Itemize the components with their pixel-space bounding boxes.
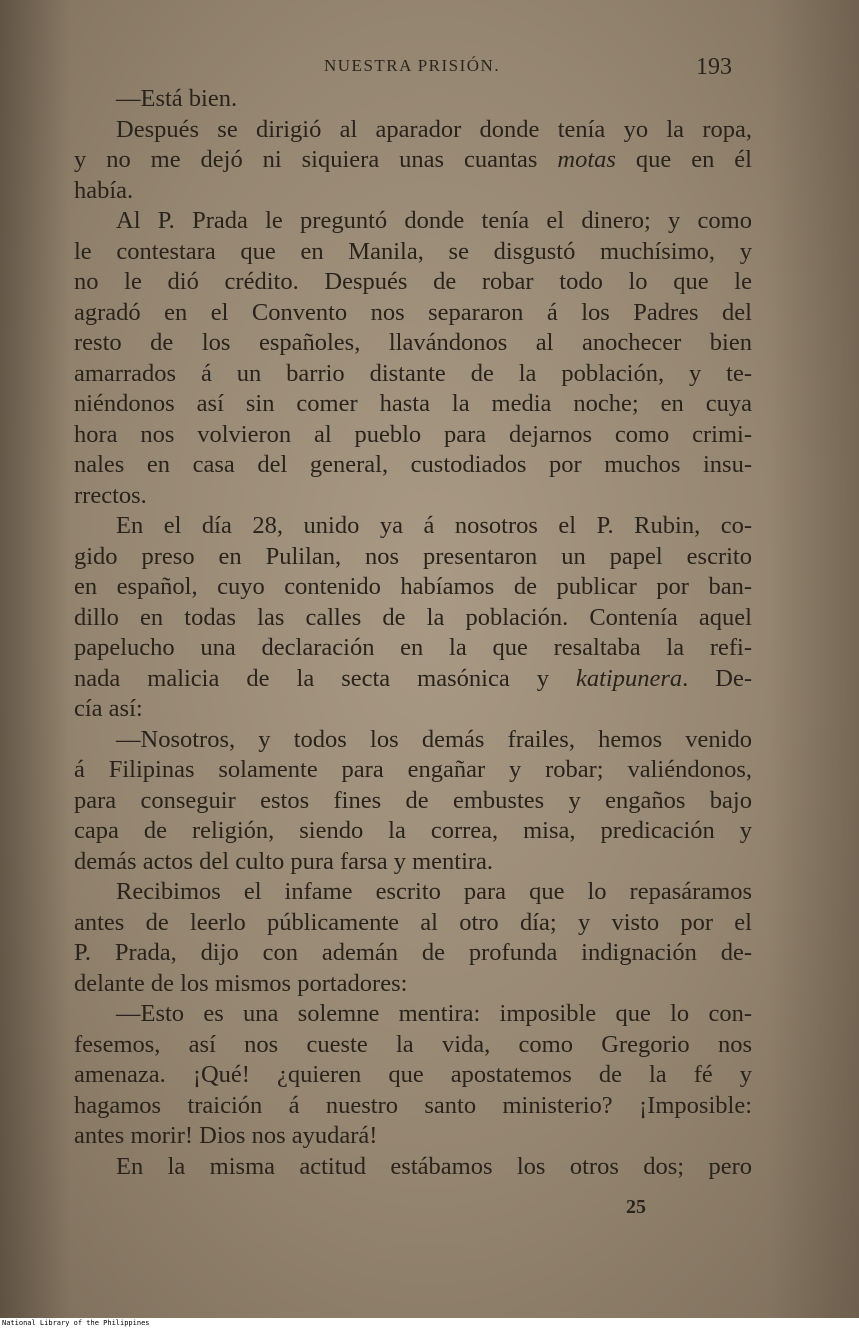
text-line (74, 633, 752, 664)
text-line-segment: P. Prada, dijo con ademán de profunda indignación de- (74, 939, 752, 966)
text-line-segment: en español, cuyo contenido habíamos de publicar por ban- (74, 573, 752, 600)
text-line-segment: —Esto es una solemne mentira: imposible que lo con- (116, 1000, 752, 1027)
text-line-segment: hora nos volvieron al pueblo para dejarnos como crimi- (74, 420, 752, 448)
text-line (74, 206, 752, 237)
text-line-segment: fesemos, así nos cueste la vida, como Gregorio nos (74, 1030, 752, 1058)
text-line (74, 664, 752, 695)
text-line (74, 176, 752, 207)
text-line-segment: amenaza. ¡Qué! ¿quieren que apostatemos de la fé y (74, 1061, 752, 1088)
text-line-segment: Recibimos el infame escrito para que lo repasáramos (116, 878, 752, 905)
text-line-segment: le contestara que en Manila, se disgustó muchísimo, y (74, 237, 752, 265)
text-line (74, 84, 752, 115)
text-line (74, 298, 752, 329)
text-line (74, 115, 752, 146)
text-line (74, 725, 752, 756)
text-line (74, 1060, 752, 1091)
body-text (74, 84, 752, 1182)
text-line (74, 145, 752, 176)
text-line (74, 572, 752, 603)
text-line-segment: resto de los españoles, llavándonos al anochecer bien (74, 329, 752, 356)
text-line-segment: no le dió crédito. Después de robar todo lo que le (74, 268, 752, 295)
text-line-segment: En el día 28, unido ya á nosotros el P. Rubin, co- (116, 512, 752, 539)
text-line (74, 999, 752, 1030)
text-line (74, 1121, 752, 1152)
text-line-segment: antes morir! Dios nos ayudará! (74, 1122, 378, 1149)
signature-mark: 25 (626, 1196, 646, 1218)
text-line (74, 420, 752, 451)
page-number: 193 (696, 54, 732, 80)
text-line-segment: —Está bien. (116, 85, 238, 112)
text-line-segment: rrectos. (74, 481, 147, 509)
text-line (74, 359, 752, 390)
text-line (74, 847, 752, 878)
text-line-segment: Al P. Prada le preguntó donde tenía el dinero; y como (116, 207, 752, 234)
text-line (74, 481, 752, 512)
text-line (74, 603, 752, 634)
text-line-segment: había. (74, 176, 134, 204)
text-line-segment: que en él (615, 146, 752, 173)
text-line (74, 755, 752, 786)
text-line-segment: cía así: (74, 695, 143, 722)
text-line (74, 1152, 752, 1183)
text-line (74, 267, 752, 298)
text-line-segment: niéndonos así sin comer hasta la media noche; en cuya (74, 390, 752, 417)
text-line-segment: hagamos traición á nuestro santo ministerio? ¡Imposible: (74, 1091, 752, 1119)
text-line-segment: Después se dirigió al aparador donde tenía yo la ropa, (116, 115, 752, 143)
text-line-segment: gido preso en Pulilan, nos presentaron un papel escrito (74, 542, 752, 570)
text-line-segment: papelucho una declaración en la que resaltaba la refi- (74, 634, 752, 661)
page-header (0, 52, 859, 82)
text-line-segment: . De- (682, 664, 752, 692)
text-line (74, 938, 752, 969)
text-line-segment: dillo en todas las calles de la población. Contenía aquel (74, 603, 752, 631)
running-head: NUESTRA PRISIÓN. (324, 56, 501, 75)
text-line (74, 877, 752, 908)
text-line (74, 786, 752, 817)
text-line (74, 542, 752, 573)
text-line (74, 969, 752, 1000)
text-line-segment: demás actos del culto pura farsa y mentira. (74, 847, 494, 875)
text-line-segment: á Filipinas solamente para engañar y robar; valiéndonos, (74, 756, 752, 783)
italic-word: katipunera (575, 664, 683, 692)
text-line (74, 511, 752, 542)
text-line-segment: capa de religión, siendo la correa, misa, predicación y (74, 817, 752, 844)
text-line-segment: nada malicia de la secta masónica y (74, 664, 576, 692)
text-line (74, 816, 752, 847)
text-line-segment: En la misma actitud estábamos los otros dos; pero (116, 1152, 752, 1180)
text-line (74, 694, 752, 725)
footer-credit: National Library of the Philippines (2, 1319, 150, 1327)
text-line (74, 328, 752, 359)
italic-word: motas (557, 146, 616, 173)
text-line-segment: para conseguir estos fines de embustes y engaños bajo (74, 786, 752, 814)
text-line (74, 450, 752, 481)
text-line-segment: delante de los mismos portadores: (74, 969, 408, 997)
text-line-segment: antes de leerlo públicamente al otro día; y visto por el (74, 908, 752, 936)
text-line-segment: nales en casa del general, custodiados por muchos insu- (74, 451, 752, 478)
text-line-segment: y no me dejó ni siquiera unas cuantas (74, 146, 558, 173)
text-line (74, 1091, 752, 1122)
text-line-segment: amarrados á un barrio distante de la población, y te- (74, 359, 752, 387)
text-line (74, 237, 752, 268)
text-line-segment: agradó en el Convento nos separaron á los Padres del (74, 298, 752, 326)
text-line-segment: —Nosotros, y todos los demás frailes, hemos venido (116, 725, 752, 753)
text-line (74, 908, 752, 939)
text-line (74, 389, 752, 420)
text-line (74, 1030, 752, 1061)
